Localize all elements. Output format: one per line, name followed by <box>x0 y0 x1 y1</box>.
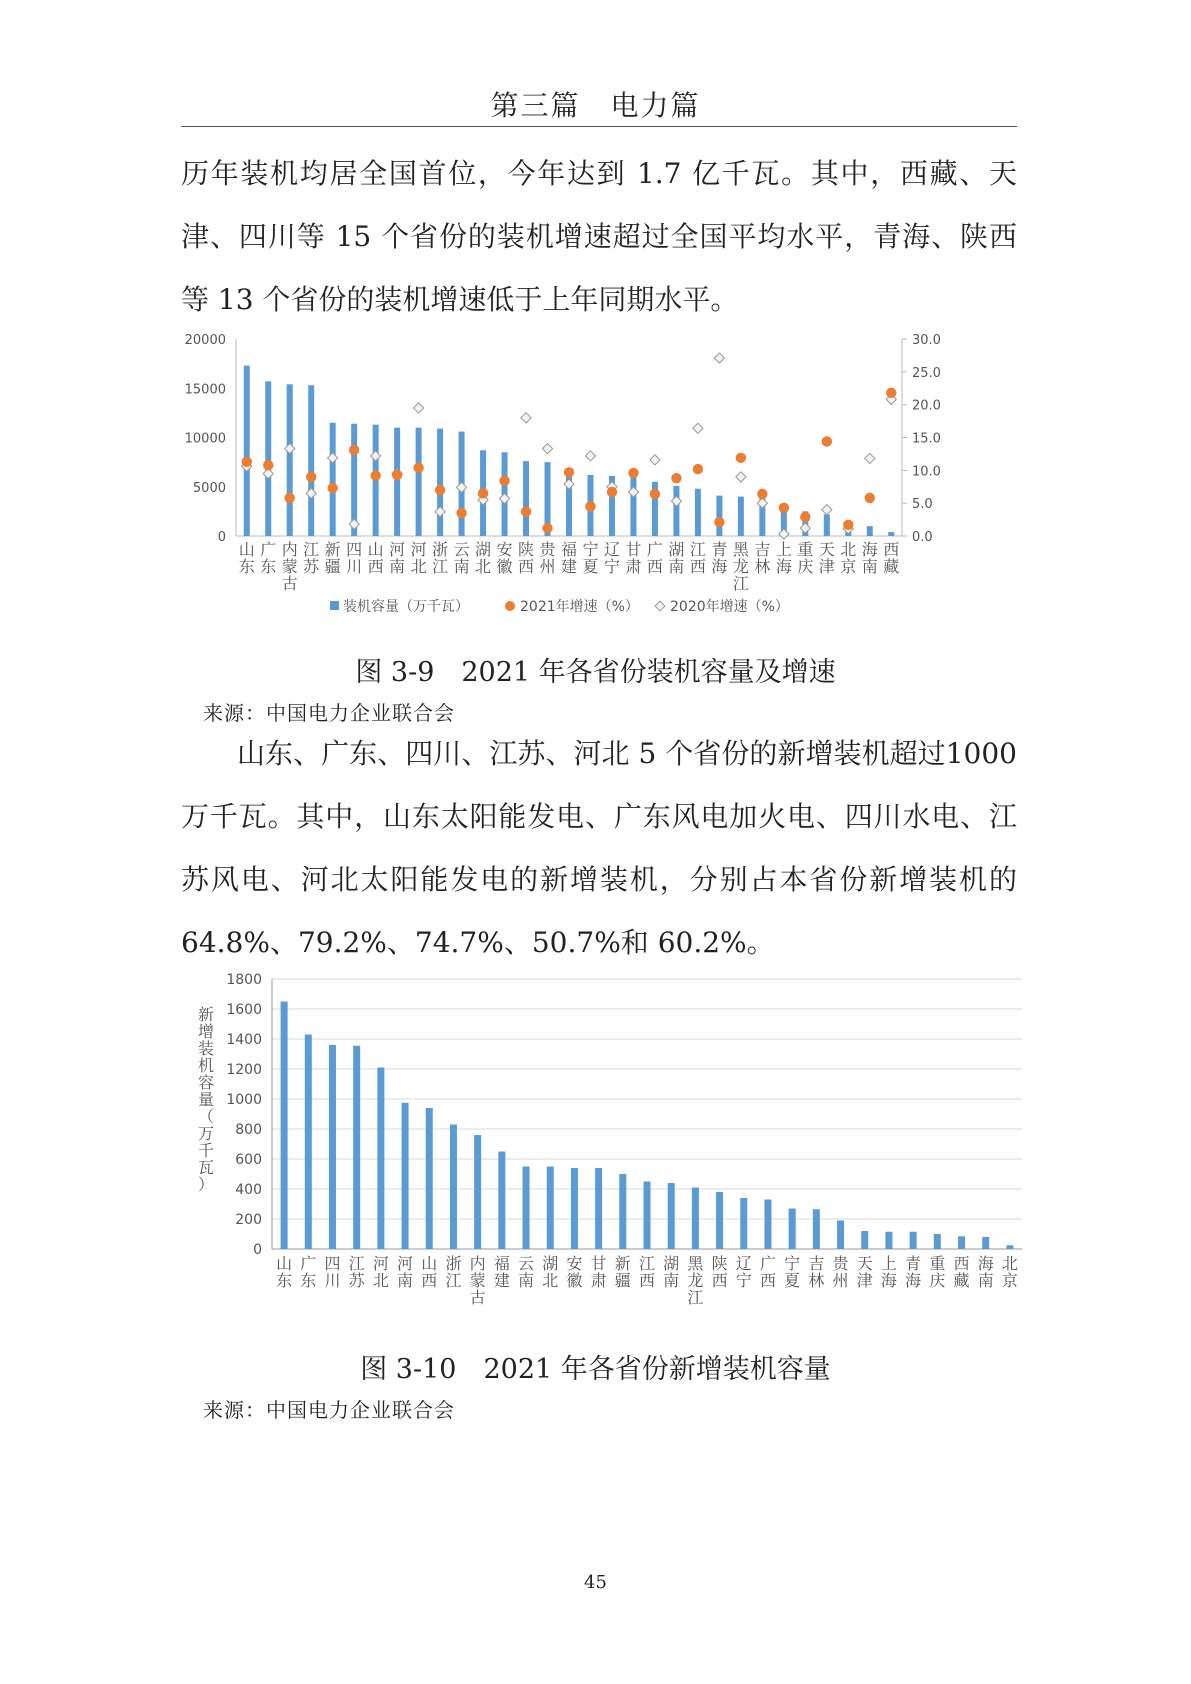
figure-3-9-source: 来源：中国电力企业联合会 <box>203 701 455 725</box>
bar <box>716 496 722 536</box>
paragraph-1 <box>181 142 1017 331</box>
y2-tick-label: 5.0 <box>912 497 933 513</box>
point-2021 <box>327 483 337 493</box>
legend-marker-bar <box>330 601 339 610</box>
y2-tick-label: 30.0 <box>912 333 941 348</box>
point-2021 <box>714 517 724 527</box>
chart-3-9-svg <box>180 325 1030 630</box>
point-2020 <box>650 455 660 465</box>
x-tick-label: 福建 <box>560 540 578 576</box>
bar <box>329 1045 336 1249</box>
bar <box>426 1108 433 1249</box>
bar <box>888 532 894 536</box>
x-tick-label: 新疆 <box>614 1254 631 1290</box>
point-2021 <box>607 487 617 497</box>
paragraph-2 <box>181 722 1017 974</box>
y2-tick-label: 15.0 <box>912 431 941 447</box>
bar <box>353 1046 360 1249</box>
bar <box>394 428 400 536</box>
x-tick-label: 宁夏 <box>784 1254 801 1290</box>
point-2021 <box>843 520 853 530</box>
bar <box>716 1192 723 1249</box>
x-tick-label: 广东 <box>260 540 277 576</box>
x-tick-label: 贵州 <box>832 1254 849 1290</box>
y2-tick-label: 10.0 <box>912 464 941 480</box>
bar <box>738 497 744 536</box>
bar <box>789 1209 796 1250</box>
x-tick-label: 陕西 <box>518 540 535 576</box>
legend-label-bar: 装机容量（万千瓦） <box>343 599 469 615</box>
x-tick-label: 山东 <box>276 1254 293 1290</box>
x-tick-label: 安徽 <box>566 1254 583 1290</box>
legend-label-2020: 2020年增速（%） <box>670 599 789 615</box>
point-2020 <box>693 423 703 433</box>
point-2021 <box>521 507 531 517</box>
bar <box>867 526 873 536</box>
point-2021 <box>285 493 295 503</box>
x-tick-label: 西藏 <box>883 540 900 576</box>
point-2020 <box>371 451 381 461</box>
bar <box>595 1168 602 1249</box>
point-2020 <box>822 505 832 515</box>
x-tick-label: 内蒙古 <box>281 540 298 593</box>
bar <box>740 1198 747 1249</box>
x-tick-label: 上海 <box>775 540 792 576</box>
point-2021 <box>628 468 638 478</box>
x-tick-label: 山东 <box>238 540 255 576</box>
x-tick-label: 新疆 <box>324 540 341 576</box>
point-2020 <box>285 444 295 454</box>
bar <box>377 1068 384 1250</box>
bar <box>547 1167 554 1250</box>
header-rule <box>181 126 1017 127</box>
bar <box>910 1232 917 1249</box>
x-tick-label: 湖北 <box>542 1254 559 1290</box>
point-2020 <box>585 451 595 461</box>
bar <box>934 1234 941 1249</box>
y2-tick-label: 0.0 <box>912 530 933 545</box>
figure-3-10-caption: 图 3-10 2021 年各省份新增装机容量 <box>360 1354 831 1385</box>
bar <box>958 1236 965 1249</box>
point-2021 <box>822 436 832 446</box>
x-tick-label: 河南 <box>389 540 406 576</box>
y-tick-label: 20000 <box>184 333 226 348</box>
x-tick-label: 海南 <box>977 1254 994 1290</box>
point-2021 <box>564 467 574 477</box>
legend-label-2021: 2021年增速（%） <box>520 599 639 615</box>
x-tick-label: 河南 <box>397 1254 414 1290</box>
x-tick-label: 广东 <box>300 1254 317 1290</box>
x-tick-label: 宁夏 <box>582 540 599 576</box>
chart-3-9 <box>180 325 1030 630</box>
x-tick-label: 广西 <box>759 1254 776 1290</box>
point-2021 <box>671 473 681 483</box>
bar <box>571 1168 578 1249</box>
y-axis-title: 新增装机容量（万千瓦） <box>197 1005 215 1194</box>
x-tick-label: 辽宁 <box>735 1254 752 1290</box>
bar <box>402 1103 409 1249</box>
x-tick-label: 江苏 <box>303 540 320 576</box>
point-2021 <box>757 489 767 499</box>
x-tick-label: 湖北 <box>475 540 492 576</box>
point-2021 <box>306 472 316 482</box>
bar <box>668 1183 675 1249</box>
bar <box>450 1125 457 1250</box>
point-2020 <box>414 403 424 413</box>
x-tick-label: 青海 <box>905 1254 922 1290</box>
figure-3-9-caption: 图 3-9 2021 年各省份装机容量及增速 <box>355 657 836 688</box>
point-2020 <box>306 488 316 498</box>
x-tick-label: 天津 <box>818 540 835 576</box>
y-tick-label: 600 <box>235 1152 262 1168</box>
y-tick-label: 15000 <box>184 382 226 398</box>
bar <box>673 486 679 536</box>
y-tick-label: 1000 <box>226 1092 262 1108</box>
x-tick-label: 河北 <box>410 540 427 576</box>
point-2021 <box>413 463 423 473</box>
x-tick-label: 甘肃 <box>590 1254 607 1290</box>
y-tick-label: 10000 <box>184 431 226 447</box>
x-tick-label: 江西 <box>689 540 706 576</box>
point-2021 <box>542 523 552 533</box>
y-tick-label: 5000 <box>192 480 226 496</box>
point-2021 <box>650 489 660 499</box>
x-tick-label: 安徽 <box>496 540 513 576</box>
x-tick-label: 海南 <box>861 540 878 576</box>
point-2021 <box>499 476 509 486</box>
y-tick-label: 0 <box>217 530 226 545</box>
point-2021 <box>585 501 595 511</box>
point-2020 <box>779 529 789 539</box>
point-2021 <box>349 445 359 455</box>
x-tick-label: 四川 <box>324 1254 341 1290</box>
x-tick-label: 贵州 <box>539 540 556 576</box>
bar <box>265 381 271 536</box>
x-tick-label: 湖南 <box>663 1254 680 1290</box>
point-2020 <box>564 479 574 489</box>
point-2020 <box>328 453 338 463</box>
bar <box>764 1200 771 1250</box>
y2-tick-label: 25.0 <box>912 365 941 381</box>
point-2020 <box>435 507 445 517</box>
paragraph-1-text: 历年装机均居全国首位，今年达到 1.7 亿千瓦。其中，西藏、天津、四川等 15 个省份的装机增速超过全国平均水平，青海、陕西等 13 个省份的装机增速低于上年同期水平。 <box>181 157 1017 316</box>
bar <box>1006 1245 1013 1249</box>
y-tick-label: 0 <box>253 1242 262 1258</box>
bar <box>692 1188 699 1250</box>
bar <box>885 1232 892 1249</box>
x-tick-label: 内蒙古 <box>469 1254 486 1307</box>
x-tick-label: 黑龙江 <box>732 540 749 593</box>
x-tick-label: 辽宁 <box>603 540 620 576</box>
bar <box>474 1135 481 1249</box>
point-2020 <box>542 444 552 454</box>
point-2020 <box>757 498 767 508</box>
bar <box>619 1174 626 1249</box>
x-tick-label: 天津 <box>856 1254 873 1290</box>
x-tick-label: 陕西 <box>711 1254 728 1290</box>
y2-tick-label: 20.0 <box>912 398 941 414</box>
x-tick-label: 北京 <box>1001 1254 1018 1290</box>
x-tick-label: 江西 <box>638 1254 656 1290</box>
legend-marker-2021 <box>505 601 515 611</box>
bar <box>498 1152 505 1250</box>
x-tick-label: 吉林 <box>808 1254 825 1290</box>
x-tick-label: 西藏 <box>953 1254 970 1290</box>
x-tick-label: 广西 <box>646 540 663 576</box>
point-2021 <box>263 460 273 470</box>
bar <box>523 461 529 536</box>
bar <box>824 514 830 536</box>
x-tick-label: 山西 <box>421 1254 438 1290</box>
bar <box>287 384 293 536</box>
x-tick-label: 河北 <box>372 1254 389 1290</box>
bar <box>523 1167 530 1250</box>
bar <box>305 1035 312 1250</box>
y-tick-label: 1400 <box>226 1032 262 1048</box>
point-2021 <box>242 457 252 467</box>
y-tick-label: 400 <box>235 1182 262 1198</box>
point-2020 <box>499 493 509 503</box>
bar <box>861 1231 868 1249</box>
bar <box>437 429 443 536</box>
x-tick-label: 北京 <box>840 540 857 576</box>
x-tick-label: 四川 <box>346 540 363 576</box>
page-number: 45 <box>584 1572 607 1593</box>
x-tick-label: 江苏 <box>348 1254 365 1290</box>
point-2020 <box>714 353 724 363</box>
y-tick-label: 200 <box>235 1212 262 1228</box>
bar <box>244 366 250 536</box>
x-tick-label: 甘肃 <box>625 540 642 576</box>
point-2021 <box>736 453 746 463</box>
point-2020 <box>349 519 359 529</box>
point-2020 <box>736 472 746 482</box>
point-2020 <box>628 487 638 497</box>
bar <box>416 428 422 536</box>
point-2021 <box>800 512 810 522</box>
x-tick-label: 湖南 <box>668 540 685 576</box>
page-header-title: 第三篇 电力篇 <box>490 89 701 122</box>
x-tick-label: 黑龙江 <box>687 1254 704 1307</box>
point-2021 <box>370 470 380 480</box>
y-tick-label: 1600 <box>226 1002 262 1018</box>
legend-marker-2020 <box>655 601 665 611</box>
bar <box>813 1209 820 1249</box>
y-tick-label: 1800 <box>226 972 262 988</box>
point-2020 <box>865 453 875 463</box>
y-tick-label: 1200 <box>226 1062 262 1078</box>
x-tick-label: 重庆 <box>929 1254 946 1290</box>
bar <box>281 1002 288 1250</box>
point-2021 <box>865 493 875 503</box>
x-tick-label: 福建 <box>493 1254 510 1290</box>
bar <box>695 489 701 536</box>
x-tick-label: 浙江 <box>432 540 449 576</box>
bar <box>837 1221 844 1250</box>
point-2020 <box>671 496 681 506</box>
x-tick-label: 云南 <box>453 540 470 576</box>
point-2020 <box>521 413 531 423</box>
x-tick-label: 浙江 <box>445 1254 462 1290</box>
bar <box>330 423 336 536</box>
chart-3-10 <box>180 968 1030 1330</box>
point-2021 <box>886 388 896 398</box>
point-2021 <box>693 464 703 474</box>
bar <box>308 385 314 536</box>
point-2021 <box>478 488 488 498</box>
paragraph-2-text: 山东、广东、四川、江苏、河北 5 个省份的新增装机超过1000 万千瓦。其中，山东太阳能发电、广东风电加火电、四川水电、江苏风电、河北太阳能发电的新增装机，分别占本省份新增装机的 64.8%、79.2%、74.7%、50.7%和 60.2%。 <box>181 737 1017 959</box>
point-2021 <box>779 503 789 513</box>
chart-3-10-svg <box>180 968 1030 1330</box>
bar <box>982 1237 989 1249</box>
point-2021 <box>435 485 445 495</box>
point-2020 <box>800 523 810 533</box>
point-2021 <box>392 470 402 480</box>
point-2020 <box>456 482 466 492</box>
x-tick-label: 重庆 <box>797 540 814 576</box>
figure-3-10-source: 来源：中国电力企业联合会 <box>203 1398 455 1422</box>
x-tick-label: 上海 <box>880 1254 897 1290</box>
x-tick-label: 云南 <box>518 1254 535 1290</box>
point-2021 <box>456 508 466 518</box>
x-tick-label: 吉林 <box>754 540 771 576</box>
x-tick-label: 青海 <box>711 540 728 576</box>
bar <box>644 1182 651 1250</box>
x-tick-label: 山西 <box>367 540 384 576</box>
bar <box>630 476 636 536</box>
y-tick-label: 800 <box>235 1122 262 1138</box>
